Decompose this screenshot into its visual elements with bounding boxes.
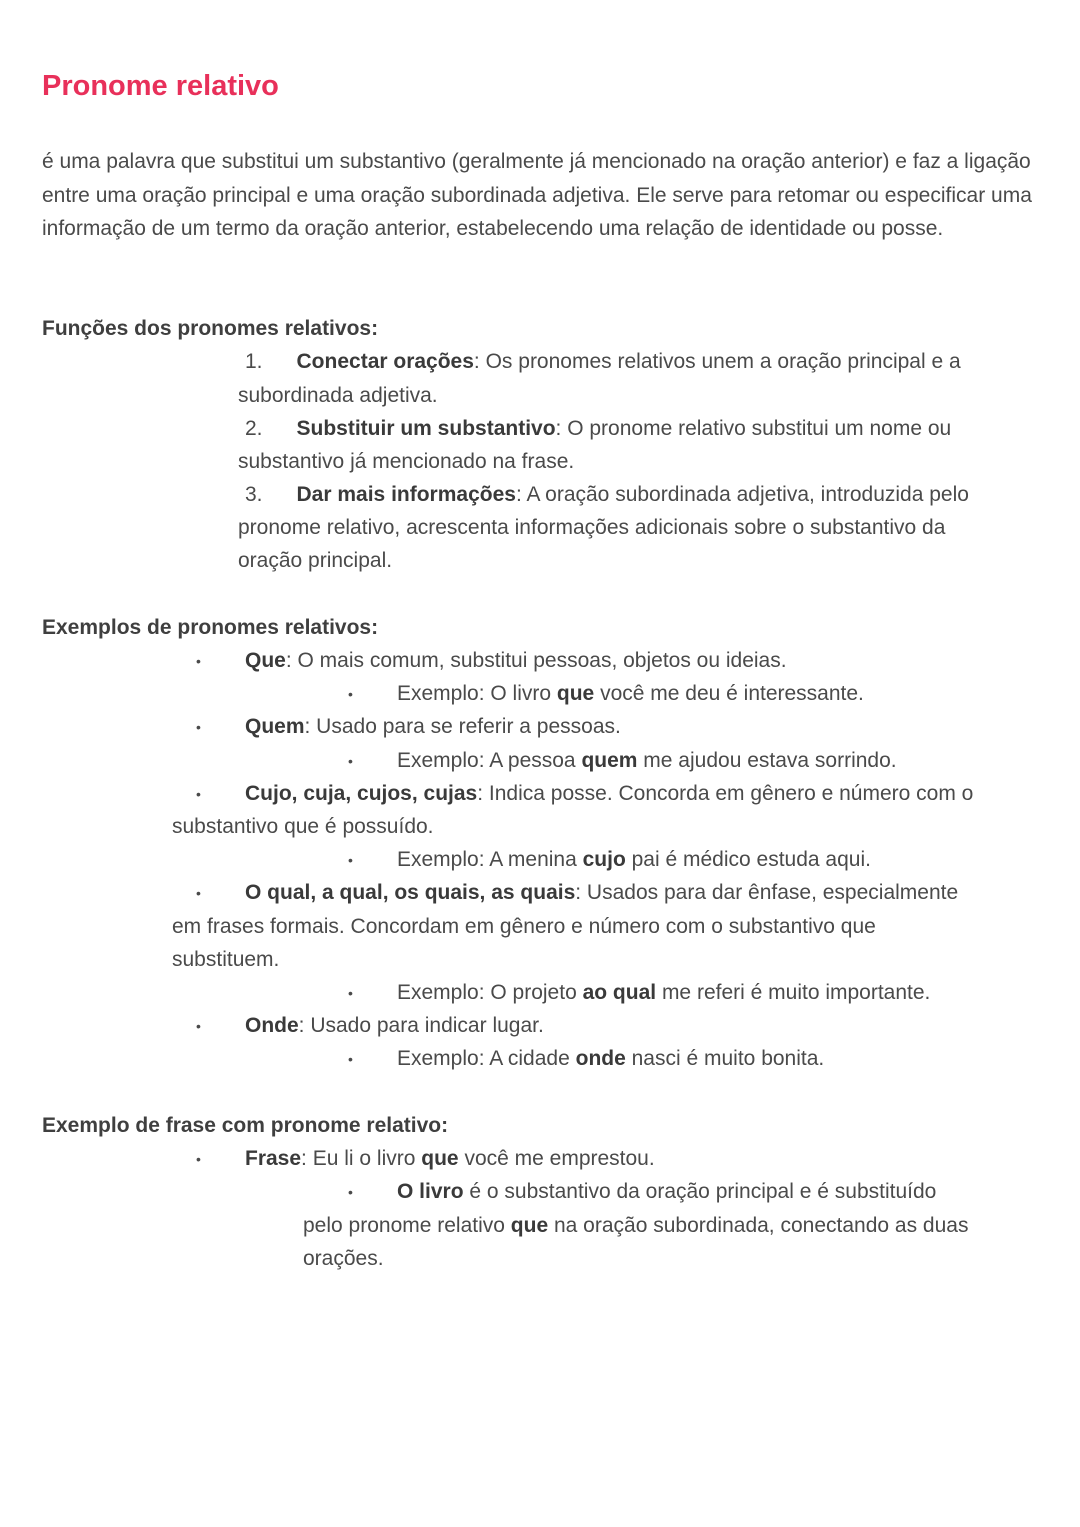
explanation-text: é o substantivo da oração principal e é substituído (463, 1180, 937, 1203)
example-text: Exemplo: A menina (397, 848, 583, 871)
sentence-explanation-cont (303, 1209, 968, 1242)
example-desc-cont: substituem. (172, 948, 280, 971)
example-text: Exemplo: O livro (397, 682, 557, 705)
function-desc-cont: subordinada adjetiva. (238, 384, 438, 407)
bullet-icon: • (196, 1151, 201, 1167)
example-text: Exemplo: A pessoa (397, 749, 582, 772)
example-desc: : Usados para dar ênfase, especialmente (575, 881, 959, 904)
example-term: Onde (245, 1014, 299, 1037)
example-sentence (397, 843, 871, 876)
bullet-icon: • (348, 985, 353, 1001)
example-bold: ao qual (582, 981, 657, 1004)
bullet-icon: • (196, 719, 201, 735)
function-desc-cont: oração principal. (238, 549, 393, 572)
function-item-3 (245, 478, 969, 511)
sentence-heading: Exemplo de frase com pronome relativo: (42, 1114, 449, 1137)
example-text: Exemplo: A cidade (397, 1047, 576, 1070)
example-text: nasci é muito bonita. (625, 1047, 825, 1070)
function-term: Dar mais informações (296, 483, 516, 506)
example-desc-cont: substantivo que é possuído. (172, 815, 434, 838)
function-item-2 (245, 412, 951, 445)
function-desc: : O pronome relativo substitui um nome ou (555, 417, 952, 440)
list-number: 1. (245, 350, 263, 373)
bullet-icon: • (196, 885, 201, 901)
example-text: pai é médico estuda aqui. (625, 848, 871, 871)
example-text: me referi é muito importante. (656, 981, 931, 1004)
example-bold: onde (575, 1047, 626, 1070)
example-bold: quem (581, 749, 638, 772)
explanation-text: pelo pronome relativo (303, 1214, 511, 1237)
bullet-icon: • (196, 653, 201, 669)
example-sentence (397, 744, 897, 777)
functions-heading: Funções dos pronomes relativos: (42, 317, 379, 340)
example-item-quem (245, 710, 621, 743)
bullet-icon: • (348, 753, 353, 769)
sentence-term: Frase (245, 1147, 302, 1170)
list-number: 3. (245, 483, 263, 506)
explanation-bold: O livro (397, 1180, 464, 1203)
example-term: Que (245, 649, 286, 672)
page-title: Pronome relativo (42, 70, 279, 102)
function-desc: : A oração subordinada adjetiva, introduzida pelo (515, 483, 969, 506)
example-item-cujo (245, 777, 973, 810)
explanation-bold: que (510, 1214, 549, 1237)
example-desc: : Usado para se referir a pessoas. (304, 715, 621, 738)
example-term: Quem (245, 715, 305, 738)
sentence-example (245, 1142, 655, 1175)
function-desc: : Os pronomes relativos unem a oração principal e a (473, 350, 961, 373)
example-bold: que (556, 682, 595, 705)
example-item-que (245, 644, 787, 677)
sentence-explanation-cont: orações. (303, 1247, 384, 1270)
bullet-icon: • (348, 686, 353, 702)
examples-heading: Exemplos de pronomes relativos: (42, 616, 379, 639)
function-desc-cont: substantivo já mencionado na frase. (238, 450, 575, 473)
bullet-icon: • (348, 1184, 353, 1200)
sentence-text: : Eu li o livro (301, 1147, 422, 1170)
sentence-bold: que (421, 1147, 459, 1170)
bullet-icon: • (348, 1051, 353, 1067)
example-sentence (397, 976, 930, 1009)
bullet-icon: • (196, 1018, 201, 1034)
example-bold: cujo (582, 848, 626, 871)
example-item-onde (245, 1009, 544, 1042)
function-term: Conectar orações (296, 350, 474, 373)
example-text: Exemplo: O projeto (397, 981, 583, 1004)
example-desc: : Indica posse. Concorda em gênero e número com o (477, 782, 974, 805)
example-term: Cujo, cuja, cujos, cujas (245, 782, 478, 805)
example-desc-cont: em frases formais. Concordam em gênero e número com o substantivo que (172, 915, 876, 938)
example-desc: : Usado para indicar lugar. (298, 1014, 544, 1037)
example-text: você me deu é interessante. (594, 682, 864, 705)
function-item-1 (245, 345, 961, 378)
sentence-text: você me emprestou. (458, 1147, 655, 1170)
example-desc: : O mais comum, substitui pessoas, objetos ou ideias. (285, 649, 787, 672)
example-sentence (397, 1042, 824, 1075)
explanation-text: na oração subordinada, conectando as duas (548, 1214, 969, 1237)
list-number: 2. (245, 417, 263, 440)
function-desc-cont: pronome relativo, acrescenta informações adicionais sobre o substantivo da (238, 516, 946, 539)
example-sentence (397, 677, 864, 710)
bullet-icon: • (348, 852, 353, 868)
example-item-o-qual (245, 876, 958, 909)
function-term: Substituir um substantivo (296, 417, 556, 440)
example-text: me ajudou estava sorrindo. (637, 749, 897, 772)
bullet-icon: • (196, 786, 201, 802)
example-term: O qual, a qual, os quais, as quais (245, 881, 576, 904)
sentence-explanation (397, 1175, 936, 1208)
intro-paragraph: é uma palavra que substitui um substantivo (geralmente já mencionado na oração anterior) e faz a ligação entre uma oração principal e uma oração subordinada adjetiva. Ele serve para retomar ou especificar uma informação de um termo da oração anterior, estabelecendo uma relação de identidade ou posse. (42, 150, 1032, 240)
